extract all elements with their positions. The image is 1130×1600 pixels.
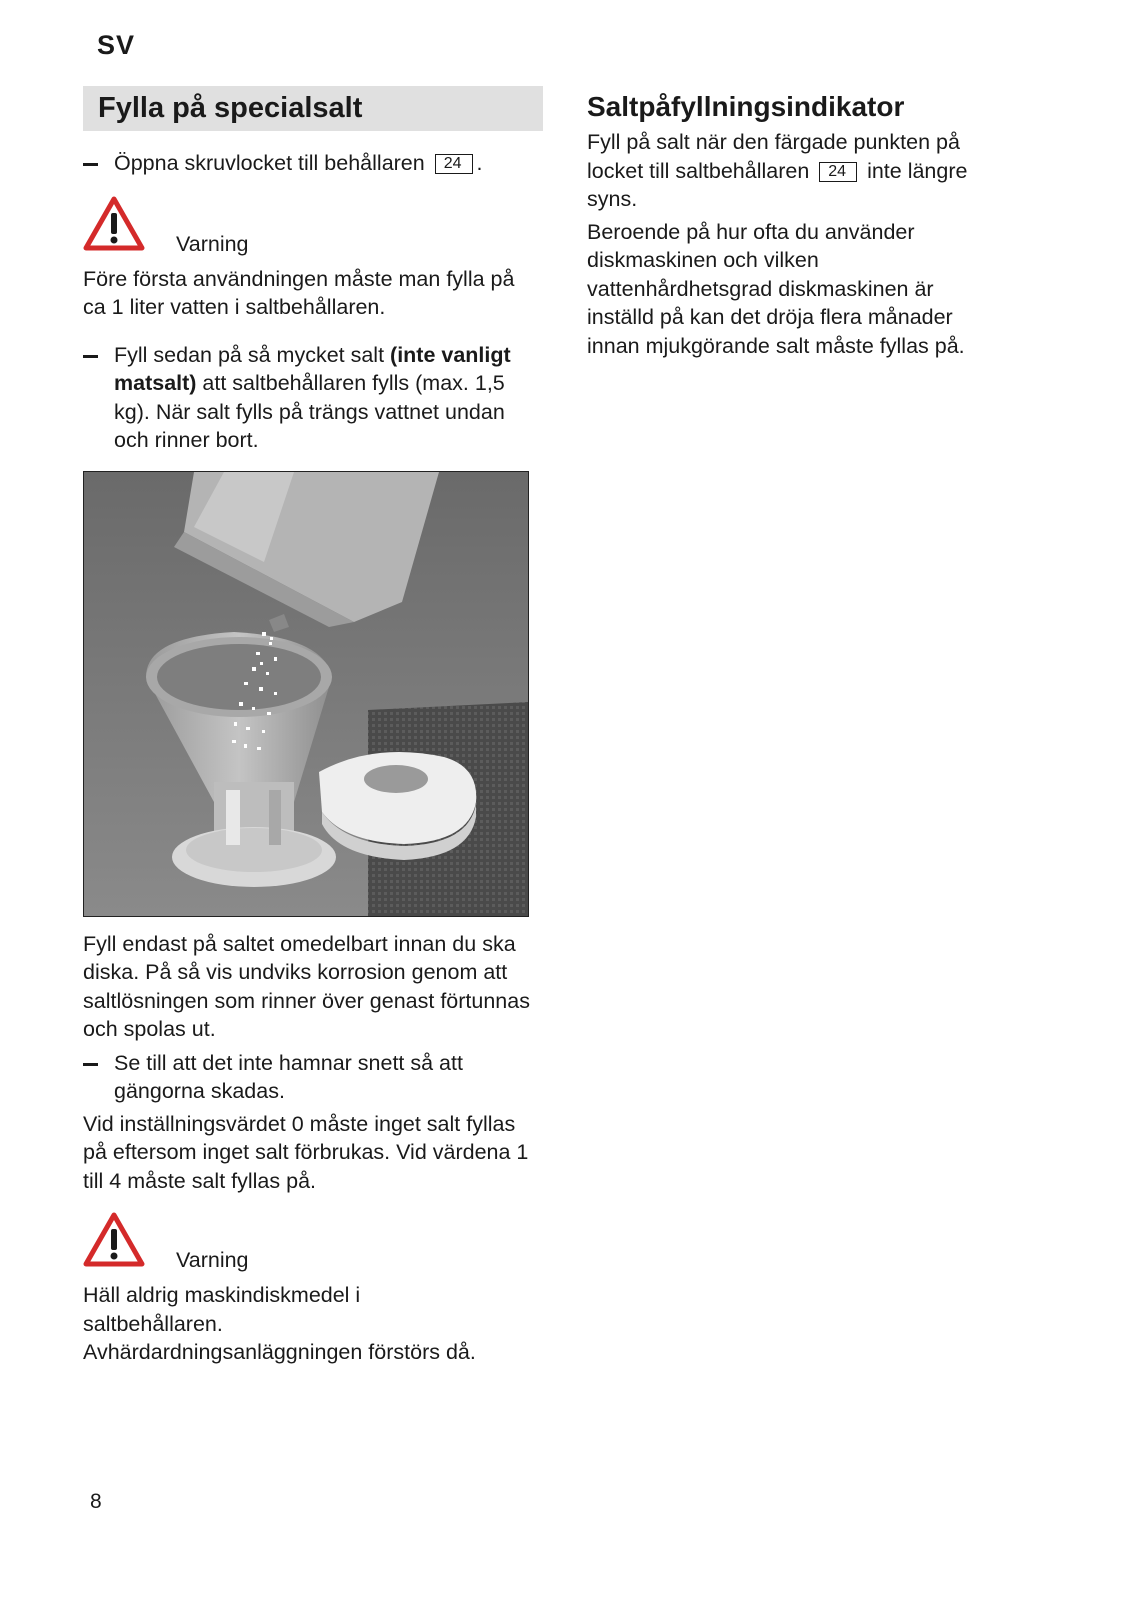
warning-label: Varning — [176, 231, 249, 256]
step-thread-warning-text: Se till att det inte hamnar snett så att gängorna skadas. — [114, 1050, 463, 1103]
paragraph-indicator-pre: Fyll på salt när den färgade punkten på locket till saltbehållaren — [587, 130, 960, 183]
paragraph-refill-interval: Beroende på hur ofta du använder diskmaskinen och vilken vattenhårdhetsgrad diskmaskinen är inställd på kan det dröja flera månader innan mjukgörande salt måste fyllas på. — [587, 219, 965, 358]
warning-text-2b: Avhärdardningsanläggningen förstörs då. — [83, 1340, 476, 1364]
warning-label: Varning — [176, 1248, 249, 1272]
paragraph-setting-value: Vid inställningsvärdet 0 måste inget salt fyllas på eftersom inget salt förbrukas. Vid värdena 1 till 4 måste salt fyllas på. — [83, 1111, 529, 1193]
salt-funnel-illustration — [83, 471, 529, 917]
warning-block-1 — [83, 196, 543, 266]
figure-reference: 24 — [435, 154, 473, 174]
right-column — [587, 86, 1047, 360]
left-column — [83, 86, 543, 1367]
warning-text-2: Häll aldrig maskindiskmedel i saltbehållaren. — [83, 1283, 361, 1336]
section-title: Fylla på specialsalt — [83, 86, 543, 131]
step-open-cap-text: Öppna skruvlocket till behållaren — [114, 151, 425, 175]
step-thread-warning — [83, 1049, 543, 1106]
funnel-salt-image — [84, 472, 528, 916]
step-fill-salt-post: att saltbehållaren fylls (max. 1,5 kg). När salt fylls på trängs vattnet undan och rinner bort. — [114, 371, 505, 452]
step-open-cap-end: . — [476, 151, 483, 175]
paragraph-indicator — [587, 128, 1017, 214]
dash-bullet-icon — [83, 355, 98, 358]
step-fill-salt — [83, 341, 543, 455]
step-fill-salt-bold: (inte vanligt matsalt) — [114, 342, 511, 395]
section-title-indicator: Saltpåfyllningsindikator — [587, 91, 905, 122]
figure-reference: 24 — [819, 162, 857, 182]
warning-triangle-icon — [83, 196, 145, 252]
warning-block-2 — [83, 1212, 543, 1282]
language-code: SV — [97, 30, 136, 60]
dash-bullet-icon — [83, 1063, 98, 1066]
step-fill-salt-pre: Fyll sedan på så mycket salt — [114, 342, 391, 367]
paragraph-fill-before-wash: Fyll endast på saltet omedelbart innan du ska diska. På så vis undviks korrosion genom att saltlösningen som rinner över genast förtunnas och spolas ut. — [83, 931, 530, 1041]
warning-text-1: Före första användningen måste man fylla på ca 1 liter vatten i saltbehållaren. — [83, 266, 515, 319]
paragraph-indicator-post: inte längre syns. — [587, 158, 968, 211]
page-number: 8 — [90, 1490, 102, 1513]
step-open-cap — [83, 149, 543, 178]
warning-triangle-icon — [83, 1212, 145, 1268]
dash-bullet-icon — [83, 163, 98, 166]
